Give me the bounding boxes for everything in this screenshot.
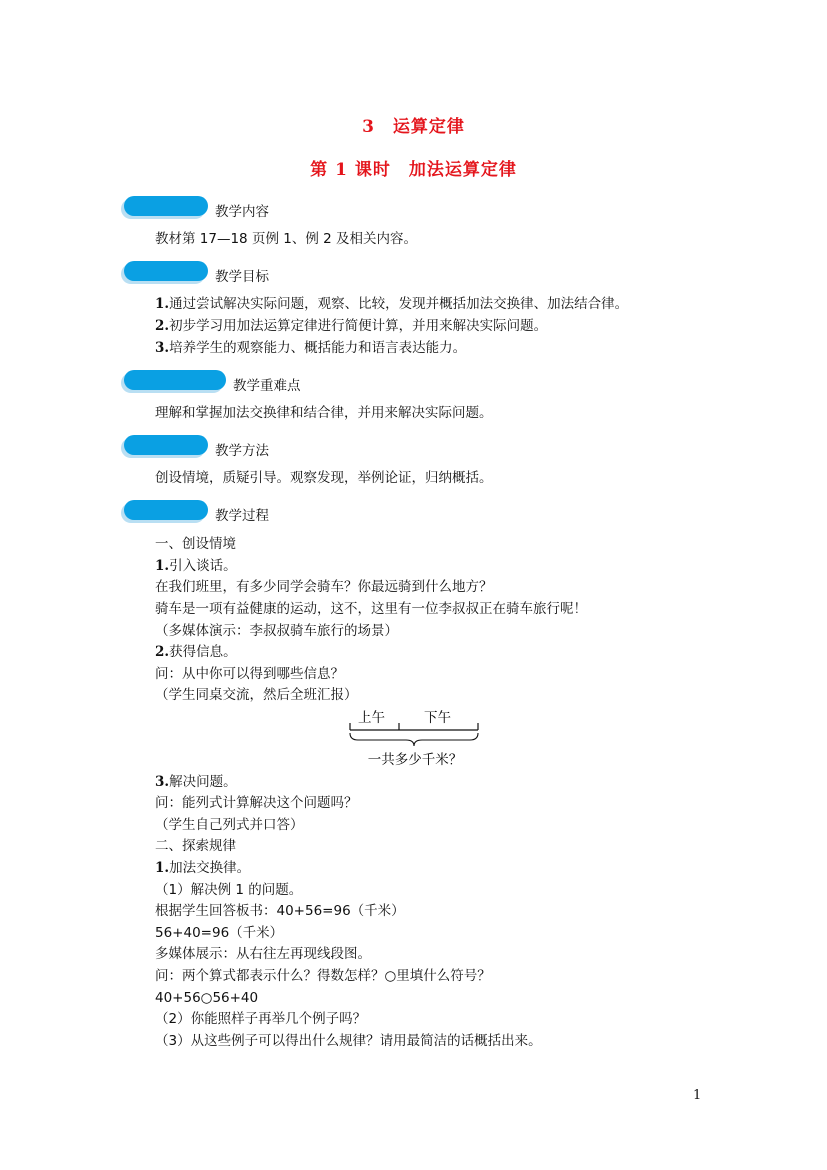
methods-line: 创设情境，质疑引导。观察发现，举例论证，归纳概括。 bbox=[155, 470, 493, 486]
section-label: 教学过程 bbox=[215, 508, 269, 524]
chapter-title: 3 运算定律 bbox=[362, 117, 465, 137]
key-points-line: 理解和掌握加法交换律和结合律，并用来解决实际问题。 bbox=[155, 405, 493, 421]
lesson-title: 第 1 课时 加法运算定律 bbox=[310, 160, 517, 180]
process-step: 3.解决问题。 bbox=[155, 774, 237, 790]
process-step: 1.加法交换律。 bbox=[155, 860, 251, 876]
process-text: （1）解决例 1 的问题。 bbox=[155, 882, 303, 898]
brace bbox=[350, 733, 478, 746]
process-text: 骑车是一项有益健康的运动，这不，这里有一位李叔叔正在骑车旅行呢！ bbox=[155, 601, 587, 617]
process-text: 多媒体展示：从右往左再现线段图。 bbox=[155, 946, 371, 962]
process-text: 问：两个算式都表示什么？得数怎样？○里填什么符号？ bbox=[155, 968, 491, 984]
process-text: （3）从这些例子可以得出什么规律？请用最简洁的话概括出来。 bbox=[155, 1033, 542, 1049]
process-text: 56+40=96（千米） bbox=[155, 925, 284, 941]
page-number: 1 bbox=[693, 1088, 702, 1103]
process-step: 2.获得信息。 bbox=[155, 644, 237, 660]
section-label: 教学方法 bbox=[215, 443, 269, 459]
goal-item: 3.培养学生的观察能力、概括能力和语言表达能力。 bbox=[155, 340, 467, 356]
diagram-question: 一共多少千米？ bbox=[367, 752, 463, 768]
process-step: 1.引入谈话。 bbox=[155, 558, 237, 574]
process-text: （学生自己列式并口答） bbox=[155, 817, 304, 833]
section-tab bbox=[124, 261, 208, 281]
segment-diagram bbox=[348, 708, 482, 770]
process-text: 40+56○56+40 bbox=[155, 990, 259, 1006]
process-text: 在我们班里，有多少同学会骑车？你最远骑到什么地方？ bbox=[155, 579, 493, 595]
section-label: 教学重难点 bbox=[233, 378, 301, 394]
process-text: （2）你能照样子再举几个例子吗？ bbox=[155, 1011, 367, 1027]
diagram-right-label: 下午 bbox=[424, 710, 451, 726]
process-text: 根据学生回答板书：40+56=96（千米） bbox=[155, 903, 405, 919]
section-tab bbox=[124, 370, 226, 390]
section-tab bbox=[124, 500, 208, 520]
section-tab bbox=[124, 196, 208, 216]
segment-diagram-svg bbox=[348, 708, 482, 770]
process-text: 问：能列式计算解决这个问题吗？ bbox=[155, 795, 358, 811]
content-line: 教材第 17—18 页例 1、例 2 及相关内容。 bbox=[155, 231, 417, 247]
process-text: （多媒体演示：李叔叔骑车旅行的场景） bbox=[155, 623, 398, 639]
diagram-left-label: 上午 bbox=[358, 710, 385, 726]
process-heading: 二、探索规律 bbox=[155, 838, 236, 854]
section-label: 教学目标 bbox=[215, 269, 269, 285]
section-tab bbox=[124, 435, 208, 455]
process-text: 问：从中你可以得到哪些信息？ bbox=[155, 666, 344, 682]
goal-item: 1.通过尝试解决实际问题，观察、比较，发现并概括加法交换律、加法结合律。 bbox=[155, 296, 629, 312]
process-text: （学生同桌交流，然后全班汇报） bbox=[155, 687, 358, 703]
goal-item: 2.初步学习用加法运算定律进行简便计算，并用来解决实际问题。 bbox=[155, 318, 548, 334]
section-label: 教学内容 bbox=[215, 204, 269, 220]
process-heading: 一、创设情境 bbox=[155, 536, 236, 552]
